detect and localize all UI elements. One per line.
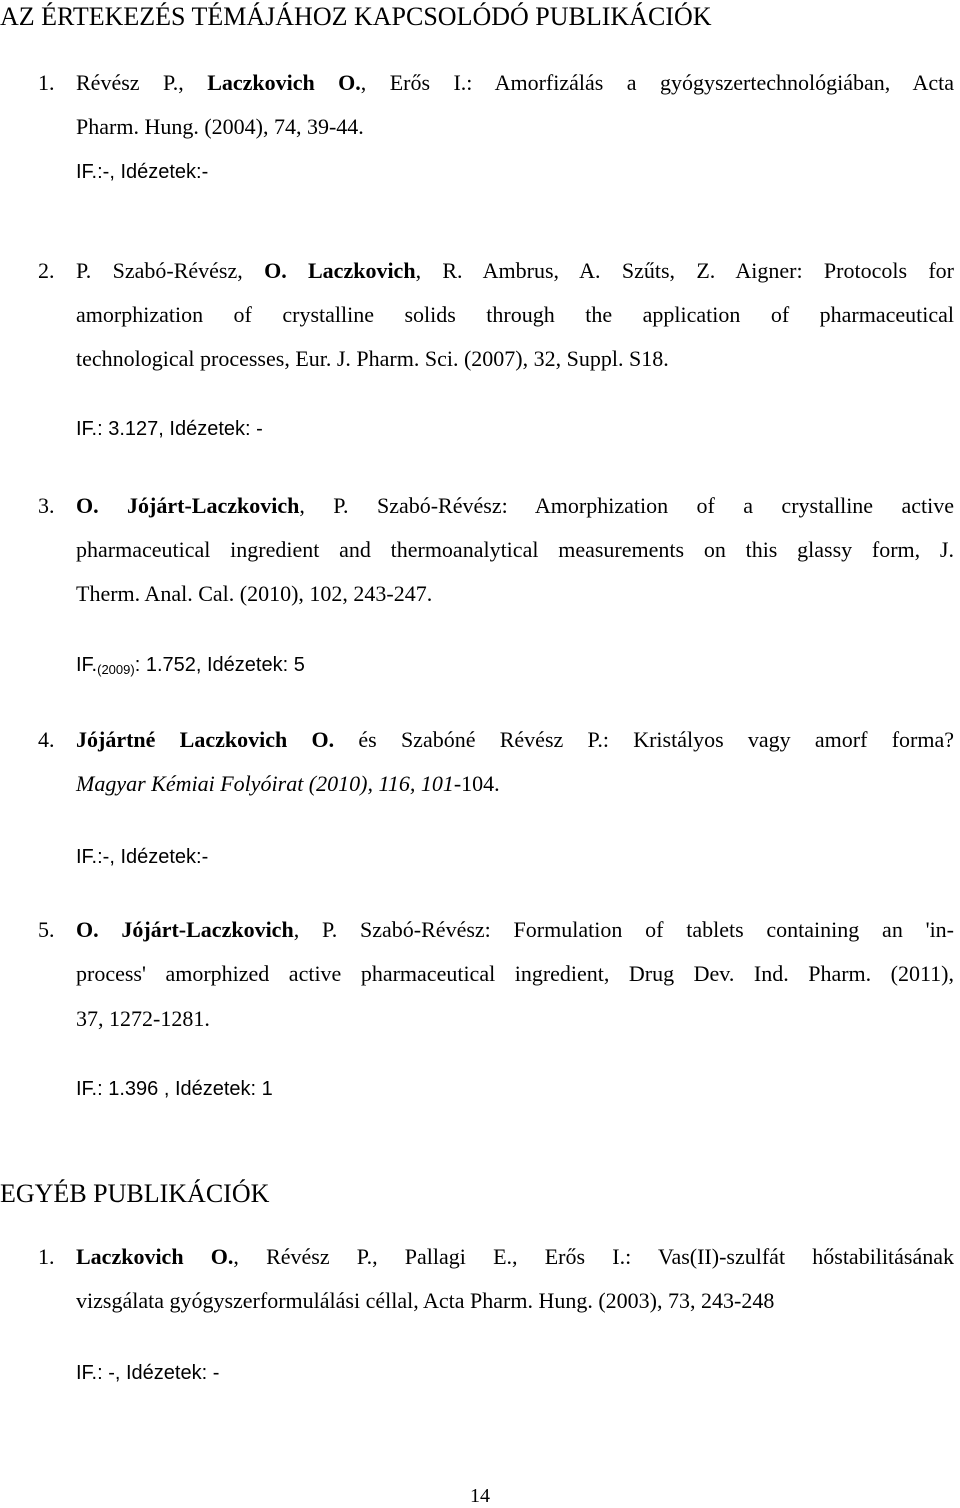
item-number: 1. — [38, 70, 55, 95]
citation-line: Révész P., Laczkovich O., Erős I.: Amorfizálás a gyógyszertechnológiában, Acta — [76, 70, 954, 95]
page-number: 14 — [470, 1485, 490, 1507]
section-heading-dissertation: AZ ÉRTEKEZÉS TÉMÁJÁHOZ KAPCSOLÓDÓ PUBLIKÁCIÓK — [0, 2, 712, 31]
item-number: 4. — [38, 727, 55, 752]
impact-factor: IF.: 1.396 , Idézetek: 1 — [76, 1078, 273, 1100]
impact-factor: IF.:-, Idézetek:- — [76, 846, 209, 868]
citation-line: technological processes, Eur. J. Pharm. Sci. (2007), 32, Suppl. S18. — [76, 346, 669, 371]
citation-line: amorphization of crystalline solids through the application of pharmaceutical — [76, 302, 954, 327]
citation-line: vizsgálata gyógyszerformulálási céllal, Acta Pharm. Hung. (2003), 73, 243-248 — [76, 1288, 775, 1313]
citation-line: O. Jójárt-Laczkovich, P. Szabó-Révész: Formulation of tablets containing an 'in- — [76, 917, 955, 942]
citation-line: Laczkovich O., Révész P., Pallagi E., Erős I.: Vas(II)-szulfát hőstabilitásának — [76, 1244, 954, 1269]
impact-factor: $IF._{(2009)}$: 1.752, Idézetek: 5 — [76, 654, 305, 677]
citation-line: pharmaceutical ingredient and thermoanalytical measurements on this glassy form, J. — [76, 537, 954, 562]
citation-line: process' amorphized active pharmaceutical ingredient, Drug Dev. Ind. Pharm. (2011), — [76, 961, 954, 986]
citation-line: O. Jójárt-Laczkovich, P. Szabó-Révész: Amorphization of a crystalline active — [76, 493, 955, 518]
item-number: 3. — [38, 493, 55, 518]
section-heading-other: EGYÉB PUBLIKÁCIÓK — [0, 1179, 270, 1208]
impact-factor: IF.: -, Idézetek: - — [76, 1362, 220, 1384]
citation-line: Magyar Kémiai Folyóirat (2010), 116, 101-104. — [76, 771, 500, 796]
citation-line: Therm. Anal. Cal. (2010), 102, 243-247. — [76, 581, 433, 606]
citation-line: P. Szabó-Révész, O. Laczkovich, R. Ambrus, A. Szűts, Z. Aigner: Protocols for — [76, 258, 955, 283]
item-number: 1. — [38, 1244, 55, 1269]
item-number: 2. — [38, 258, 55, 283]
impact-factor: IF.:-, Idézetek:- — [76, 161, 209, 183]
citation-line: Jójártné Laczkovich O. és Szabóné Révész P.: Kristályos vagy amorf forma? — [76, 727, 954, 752]
citation-line: 37, 1272-1281. — [76, 1006, 210, 1031]
item-number: 5. — [38, 917, 55, 942]
impact-factor: IF.: 3.127, Idézetek: - — [76, 418, 263, 440]
citation-line: Pharm. Hung. (2004), 74, 39-44. — [76, 114, 364, 139]
